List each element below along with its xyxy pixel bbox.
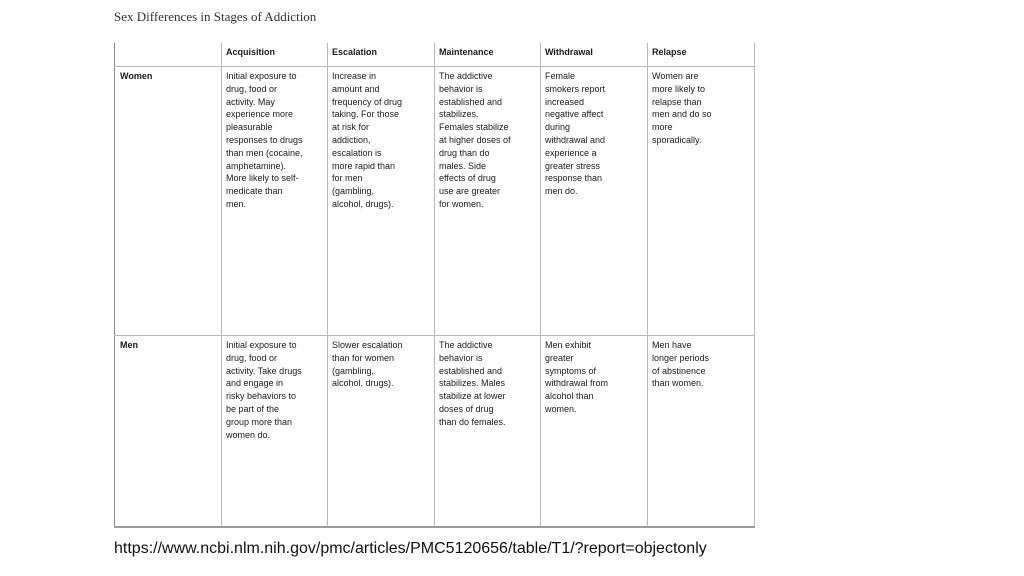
cell-women-maintenance bbox=[435, 67, 541, 336]
stages-table bbox=[114, 43, 755, 528]
cell-women-withdrawal bbox=[541, 67, 648, 336]
cell-text: Female smokers report increased negative affect during withdrawal and experience a greater stress response than men do. bbox=[545, 71, 606, 197]
cell-text: Men have longer periods of abstinence than women. bbox=[652, 340, 710, 389]
cell-text: Increase in amount and frequency of drug taking. For those at risk for addiction, escalation is more rapid than for men (gambling, alcohol, drugs). bbox=[332, 71, 403, 209]
header-corner-cell bbox=[115, 43, 222, 67]
cell-men-withdrawal bbox=[541, 336, 648, 528]
row-label-men: Men bbox=[115, 336, 222, 528]
table-row-women bbox=[115, 67, 755, 336]
cell-text: Slower escalation than for women (gambling, alcohol, drugs). bbox=[332, 340, 403, 389]
header-withdrawal: Withdrawal bbox=[541, 43, 648, 67]
cell-text: Women are more likely to relapse than men and do so more sporadically. bbox=[652, 71, 712, 145]
header-escalation: Escalation bbox=[328, 43, 435, 67]
header-acquisition: Acquisition bbox=[222, 43, 328, 67]
cell-men-relapse bbox=[648, 336, 755, 528]
cell-men-acquisition bbox=[222, 336, 328, 528]
cell-women-relapse bbox=[648, 67, 755, 336]
stages-table-container bbox=[114, 43, 754, 528]
table-row-men bbox=[115, 336, 755, 528]
cell-text: Initial exposure to drug, food or activity. May experience more pleasurable responses to drugs than men (cocaine, amphetamine). More likely to self- medicate than men. bbox=[226, 71, 303, 209]
cell-women-escalation bbox=[328, 67, 435, 336]
header-maintenance: Maintenance bbox=[435, 43, 541, 67]
row-label-women: Women bbox=[115, 67, 222, 336]
page-title: Sex Differences in Stages of Addiction bbox=[114, 9, 317, 24]
cell-text: The addictive behavior is established and stabilizes. Females stabilize at higher doses of drug than do males. Side effects of drug use are greater for women. bbox=[439, 71, 511, 209]
cell-women-acquisition bbox=[222, 67, 328, 336]
cell-men-maintenance bbox=[435, 336, 541, 528]
source-link[interactable]: https://www.ncbi.nlm.nih.gov/pmc/articles/PMC5120656/table/T1/?report=objectonly bbox=[114, 540, 707, 557]
header-relapse: Relapse bbox=[648, 43, 755, 67]
cell-text: Men exhibit greater symptoms of withdrawal from alcohol than women. bbox=[545, 340, 609, 414]
table-header-row bbox=[115, 43, 755, 67]
cell-text: The addictive behavior is established and stabilizes. Males stabilize at lower doses of drug than do females. bbox=[439, 340, 506, 427]
cell-text: Initial exposure to drug, food or activity. Take drugs and engage in risky behaviors to be part of the group more than women do. bbox=[226, 340, 302, 440]
cell-men-escalation bbox=[328, 336, 435, 528]
